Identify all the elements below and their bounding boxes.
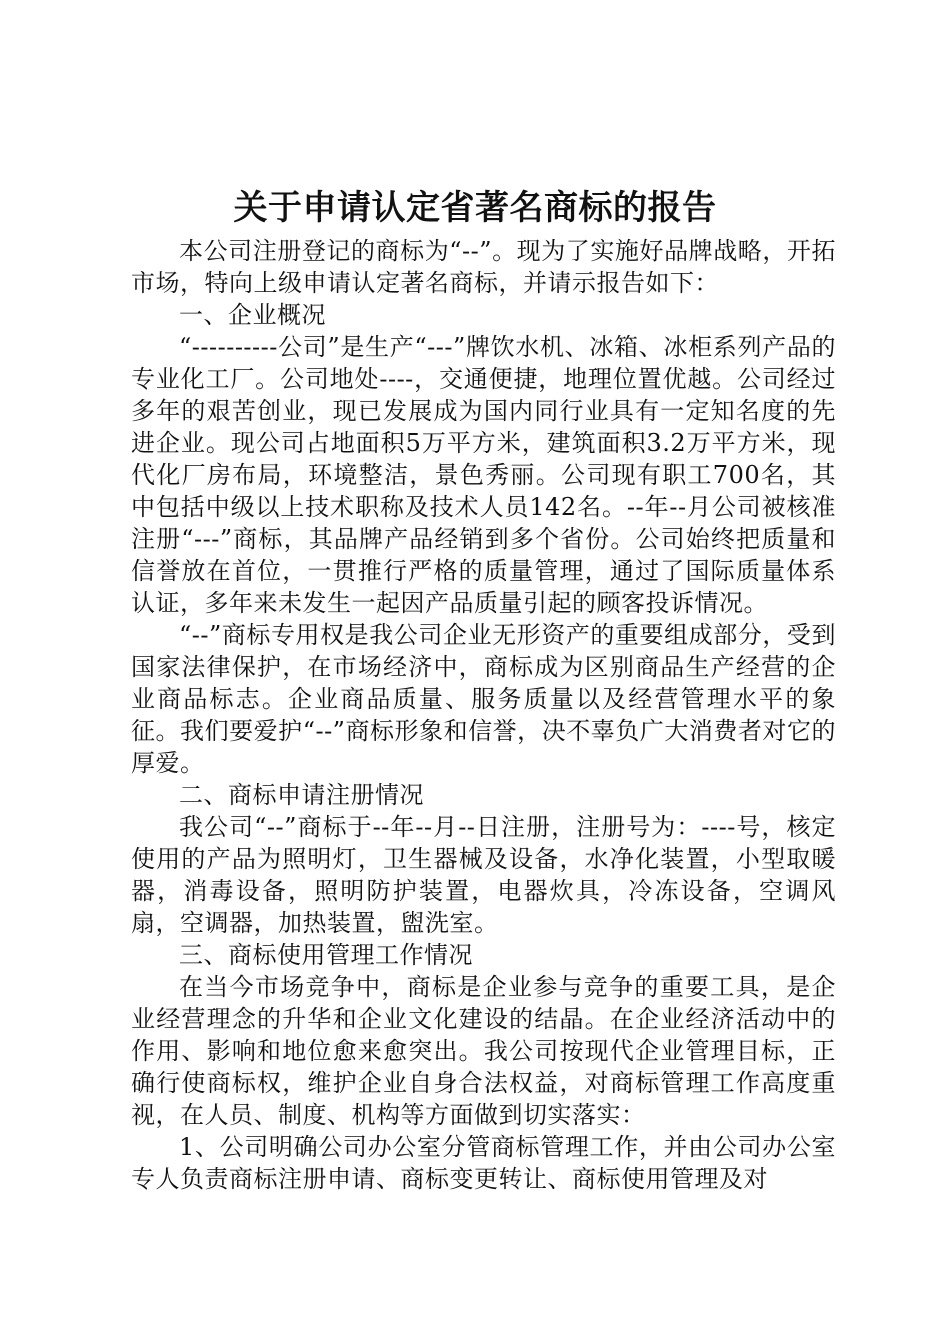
management-item-1: 1、公司明确公司办公室分管商标管理工作，并由公司办公室专人负责商标注册申请、商标变更转让、商标使用管理及对 [131, 1133, 836, 1193]
management-paragraph: 在当今市场竞争中，商标是企业参与竞争的重要工具，是企业经营理念的升华和企业文化建设的结晶。在企业经济活动中的作用、影响和地位愈来愈突出。我公司按现代企业管理目标，正确行使商标权，维护企业自身合法权益，对商标管理工作高度重视，在人员、制度、机构等方面做到切实落实： [131, 973, 836, 1129]
section-heading-overview: 一、企业概况 [179, 301, 326, 329]
intro-paragraph: 本公司注册登记的商标为“--”。现为了实施好品牌战略，开拓市场，特向上级申请认定著名商标，并请示报告如下： [131, 237, 836, 297]
registration-paragraph: 我公司“--”商标于--年--月--日注册，注册号为：----号，核定使用的产品为照明灯，卫生器械及设备，水净化装置，小型取暖器，消毒设备，照明防护装置，电器炊具，冷冻设备，空调风扇，空调器，加热装置，盥洗室。 [131, 813, 836, 937]
section-heading-registration: 二、商标申请注册情况 [179, 781, 424, 809]
overview-paragraph: “----------公司”是生产“---”牌饮水机、冰箱、冰柜系列产品的专业化工厂。公司地处----，交通便捷，地理位置优越。公司经过多年的艰苦创业，现已发展成为国内同行业具有一定知名度的先进企业。现公司占地面积5万平方米，建筑面积3.2万平方米，现代化厂房布局，环境整洁，景色秀丽。公司现有职工700名，其中包括中级以上技术职称及技术人员142名。--年--月公司被核准注册“---”商标，其品牌产品经销到多个省份。公司始终把质量和信誉放在首位，一贯推行严格的质量管理，通过了国际质量体系认证，多年来未发生一起因产品质量引起的顾客投诉情况。 [131, 333, 836, 617]
section-heading-management: 三、商标使用管理工作情况 [179, 941, 473, 969]
document-body [131, 235, 836, 1195]
trademark-rights-paragraph: “--”商标专用权是我公司企业无形资产的重要组成部分，受到国家法律保护，在市场经济中，商标成为区别商品生产经营的企业商品标志。企业商品质量、服务质量以及经营管理水平的象征。我们要爱护“--”商标形象和信誉，决不辜负广大消费者对它的厚爱。 [131, 621, 836, 777]
document-title: 关于申请认定省著名商标的报告 [233, 188, 717, 228]
